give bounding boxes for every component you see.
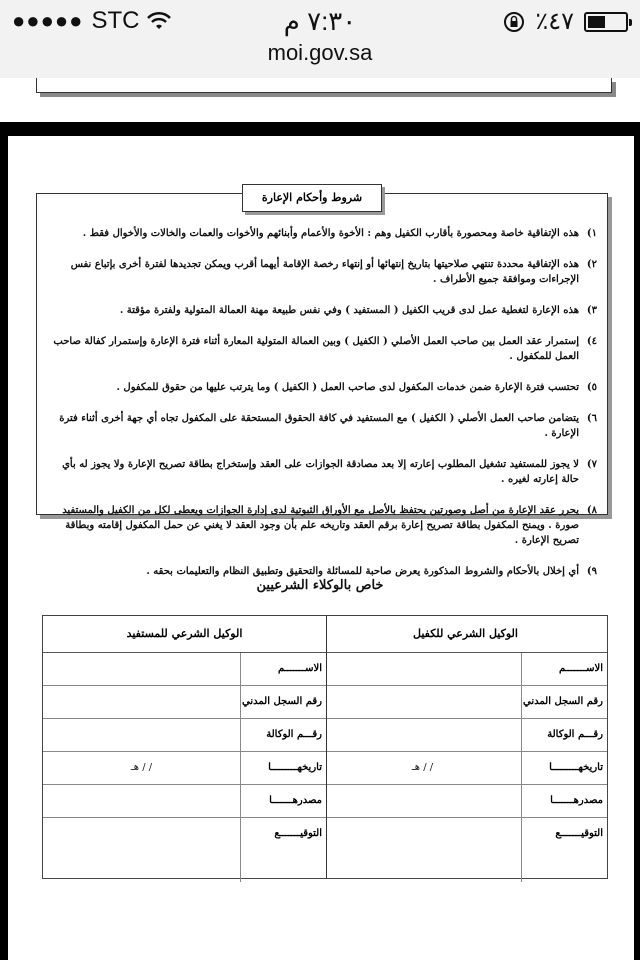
beneficiary-agent-header: الوكيل الشرعي للمستفيد <box>43 616 326 653</box>
terms-box <box>36 193 608 577</box>
battery-icon <box>584 12 628 32</box>
sponsor-name-value <box>324 653 521 685</box>
status-bar <box>0 0 640 40</box>
terms-title: شروط وأحكام الإعارة <box>242 184 382 212</box>
term-number: ٦) <box>586 413 597 424</box>
beneficiary-date-value: / / هـ <box>130 762 153 773</box>
beneficiary-name-row <box>43 653 326 686</box>
date-label: تاريخهـــــــــا <box>240 752 326 784</box>
term-item <box>47 257 597 287</box>
beneficiary-signature-row <box>43 818 326 882</box>
beneficiary-civil-id-value <box>43 686 240 718</box>
url-text[interactable]: moi.gov.sa <box>267 40 373 65</box>
term-item <box>47 411 597 441</box>
sponsor-agency-value <box>324 719 521 751</box>
orientation-lock-icon <box>503 11 525 33</box>
page-border-left <box>0 136 8 960</box>
civil-id-label: رقم السجل المدني <box>240 686 326 718</box>
sponsor-civil-id-row <box>324 686 607 719</box>
term-text: هذه الإتفاقية محددة تنتهي صلاحيتها بتاريخ إنتهائها أو إنتهاء رخصة الإقامة أيهما أقرب ويمكن تجديدها لفترة أخرى بإتباع نفس الإجراءات وموافقة جميع الأطراف . <box>70 259 579 285</box>
beneficiary-date-row <box>43 752 326 785</box>
term-item <box>47 334 597 364</box>
sponsor-signature-row <box>324 818 607 882</box>
sponsor-name-row <box>324 653 607 686</box>
terms-list <box>47 226 597 595</box>
sponsor-signature-value <box>324 818 521 882</box>
term-item <box>47 457 597 487</box>
term-text: تحتسب فترة الإعارة ضمن خدمات المكفول لدى صاحب العمل ( الكفيل ) وما يترتب عليها من حقوق للمكفول . <box>116 382 579 393</box>
beneficiary-agency-value <box>43 719 240 751</box>
date-label: تاريخهـــــــــا <box>521 752 607 784</box>
source-label: مصدرهـــــــا <box>521 785 607 817</box>
sponsor-source-row <box>324 785 607 818</box>
term-number: ٤) <box>586 336 597 347</box>
page-border-right <box>634 136 640 960</box>
sponsor-civil-id-value <box>324 686 521 718</box>
beneficiary-agent-column <box>43 616 327 878</box>
beneficiary-agency-row <box>43 719 326 752</box>
term-item <box>47 226 597 241</box>
term-number: ٧) <box>586 459 597 470</box>
signal-strength-icon: ●●●●● <box>12 8 84 33</box>
term-text: إستمرار عقد العمل بين صاحب العمل الأصلي ( الكفيل ) وبين العمالة المتولية المعارة أثناء فترة الإعارة وإستمرار كفالة صاحب العمل للمكفول . <box>53 336 579 362</box>
page-divider <box>0 122 640 136</box>
agency-no-label: رقـــم الوكالة <box>240 719 326 751</box>
agency-no-label: رقـــم الوكالة <box>521 719 607 751</box>
term-text: يتضامن صاحب العمل الأصلي ( الكفيل ) مع المستفيد في كافة الحقوق المستحقة على المكفول تجاه أي جهة أخرى أثناء فترة الإعارة . <box>59 413 579 439</box>
agents-heading: خاص بالوكلاء الشرعيين <box>256 578 384 593</box>
term-number: ٩) <box>586 566 597 577</box>
signature-label: التوقيـــــــع <box>521 818 607 882</box>
wifi-icon <box>147 11 171 31</box>
carrier-name: STC <box>91 7 140 34</box>
address-bar[interactable] <box>0 40 640 70</box>
sponsor-agency-row <box>324 719 607 752</box>
name-label: الاســـــــم <box>521 653 607 685</box>
beneficiary-name-value <box>43 653 240 685</box>
civil-id-label: رقم السجل المدني <box>521 686 607 718</box>
term-text: أي إخلال بالأحكام والشروط المذكورة يعرض صاحبة للمسائلة والتحقيق وتطبيق النظام والتعليمات بحقه . <box>146 566 579 577</box>
term-number: ٥) <box>586 382 597 393</box>
beneficiary-signature-value <box>43 818 240 882</box>
sponsor-agent-header: الوكيل الشرعي للكفيل <box>324 616 607 653</box>
sponsor-source-value <box>324 785 521 817</box>
term-text: هذه الإتفاقية خاصة ومحصورة بأقارب الكفيل وهم : الأخوة والأعمام وأبنائهم والأخوات والعمات والخالات والأخوال فقط . <box>82 228 579 239</box>
signature-label: التوقيـــــــع <box>240 818 326 882</box>
term-number: ٣) <box>586 305 597 316</box>
beneficiary-source-row <box>43 785 326 818</box>
term-item <box>47 564 597 579</box>
term-number: ٨) <box>586 505 597 516</box>
source-label: مصدرهـــــــا <box>240 785 326 817</box>
term-text: يحرر عقد الإعارة من أصل وصورتين يحتفظ بالأصل مع الأوراق الثبوتية لدى إدارة الجوازات ويعطى لكل من الكفيل والمستفيد صورة . ويمنح المكفول بطاقة تصريح إعارة برقم العقد وتاريخه علم بأن وجود العقد لا يغني عن حمل المكفول إقامته وبطاقة تصريح الإعارة . <box>62 505 579 546</box>
term-item <box>47 380 597 395</box>
term-number: ١) <box>586 228 597 239</box>
sponsor-date-row <box>324 752 607 785</box>
beneficiary-civil-id-row <box>43 686 326 719</box>
beneficiary-source-value <box>43 785 240 817</box>
document-viewer[interactable] <box>0 78 640 960</box>
sponsor-date-value: / / هـ <box>411 762 434 773</box>
term-item <box>47 503 597 548</box>
term-text: لا يجوز للمستفيد تشغيل المطلوب إعارته إلا بعد مصادقة الجوازات على العقد وإستخراج بطاقة تصريح الإعارة ولا يجوز له بأي حالة إعارته لغيره . <box>62 459 579 485</box>
term-item <box>47 303 597 318</box>
sponsor-agent-column <box>324 616 607 878</box>
clock: ٧:٣٠ م <box>283 6 357 36</box>
name-label: الاســـــــم <box>240 653 326 685</box>
previous-page-edge <box>36 78 612 93</box>
term-text: هذه الإعارة لتغطية عمل لدى قريب الكفيل ( المستفيد ) وفي نفس طبيعة مهنة العمالة المتولية ولفترة مؤقتة . <box>119 305 579 316</box>
battery-percent: ٪٤٧ <box>535 8 574 35</box>
agents-table <box>42 615 608 879</box>
term-number: ٢) <box>586 259 597 270</box>
